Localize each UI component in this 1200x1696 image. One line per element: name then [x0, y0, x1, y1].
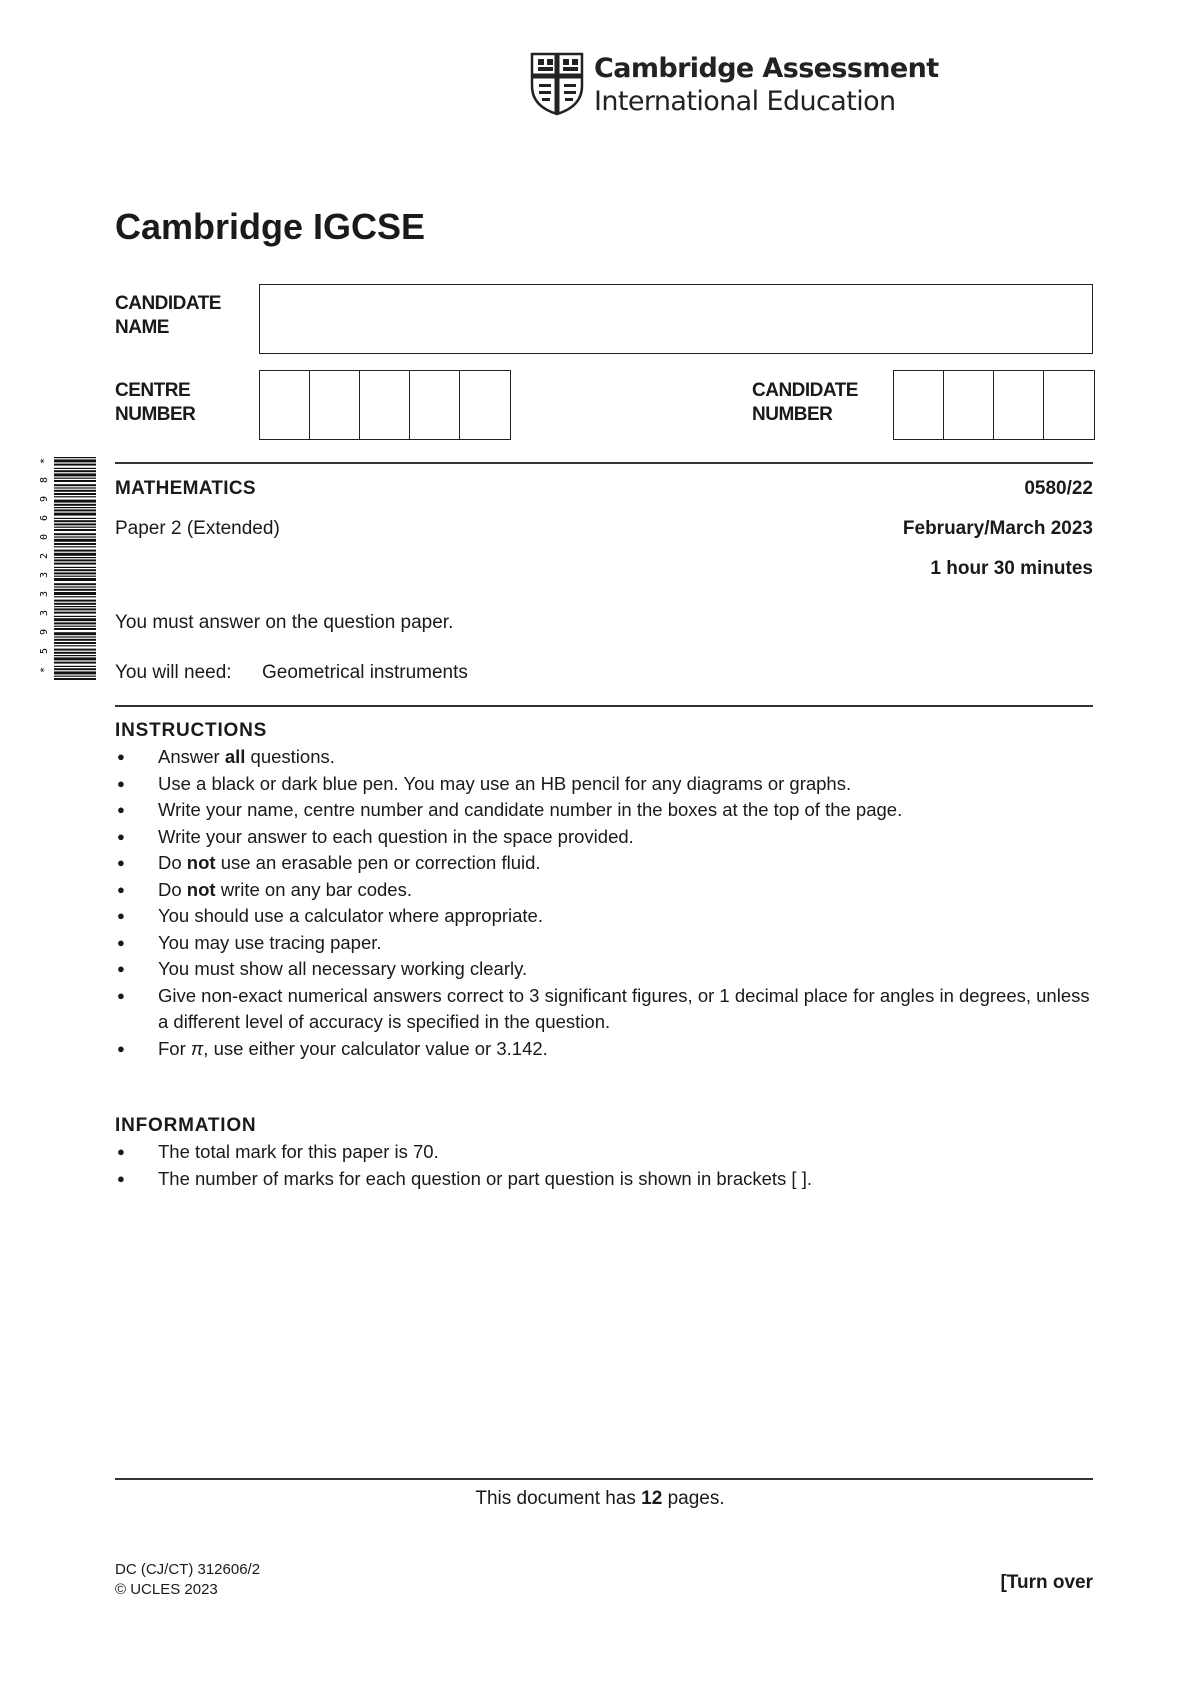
barcode-digit: 5: [39, 647, 50, 655]
information-title: INFORMATION: [115, 1115, 257, 1136]
information-item: ● The total mark for this paper is 70.: [115, 1139, 1095, 1166]
candidate-number-digit-box[interactable]: [994, 371, 1044, 439]
barcode-digit: 8: [39, 476, 50, 484]
information-item: ● The number of marks for each question or part question is shown in brackets [ ].: [115, 1166, 1095, 1193]
centre-number-digit-box[interactable]: [410, 371, 460, 439]
centre-number-field[interactable]: [259, 370, 511, 440]
candidate-number-label: [752, 379, 858, 427]
page-count-suffix: pages.: [662, 1488, 725, 1509]
answer-note: You must answer on the question paper.: [115, 612, 454, 633]
document-reference: DC (CJ/CT) 312606/2: [115, 1561, 261, 1578]
barcode-digit: *: [39, 457, 50, 465]
page-count-prefix: This document has: [475, 1488, 642, 1509]
divider-top: [115, 462, 1093, 464]
candidate-number-digit-box[interactable]: [894, 371, 944, 439]
barcode: [38, 455, 98, 685]
need-label: You will need:: [115, 662, 232, 683]
centre-number-label: [115, 379, 195, 427]
barcode-digit: *: [39, 666, 50, 674]
instruction-item: ● You should use a calculator where appropriate.: [115, 903, 1095, 930]
centre-number-digit-box[interactable]: [360, 371, 410, 439]
copyright: © UCLES 2023: [115, 1581, 218, 1598]
candidate-name-field[interactable]: [259, 284, 1093, 354]
centre-number-label-line1: CENTRE: [115, 380, 191, 401]
instruction-item: ● Answer all questions.: [115, 744, 1095, 771]
paper-code: 0580/22: [1024, 478, 1093, 499]
candidate-name-label-line2: NAME: [115, 317, 169, 338]
session: February/March 2023: [902, 518, 1093, 539]
centre-number-digit-box[interactable]: [260, 371, 310, 439]
qualification-title: Cambridge IGCSE: [115, 206, 426, 247]
org-name: [594, 52, 939, 118]
information-list: [115, 1139, 1095, 1192]
need-value: Geometrical instruments: [262, 662, 468, 683]
barcode-digit: 0: [39, 533, 50, 541]
candidate-name-label-line1: CANDIDATE: [115, 293, 221, 314]
instruction-item: ● Use a black or dark blue pen. You may use an HB pencil for any diagrams or graphs.: [115, 771, 1095, 798]
duration: 1 hour 30 minutes: [930, 558, 1093, 579]
org-name-line2: International Education: [594, 86, 896, 117]
turn-over-note: [Turn over: [1000, 1572, 1093, 1593]
cambridge-shield-icon: [530, 52, 584, 116]
divider-middle: [115, 705, 1093, 707]
paper-name: Paper 2 (Extended): [115, 518, 280, 539]
instructions-list: [115, 744, 1095, 1062]
instruction-item: ● For π, use either your calculator value or 3.142.: [115, 1036, 1095, 1063]
candidate-number-label-line2: NUMBER: [752, 404, 833, 425]
centre-number-label-line2: NUMBER: [115, 404, 196, 425]
barcode-digit: 3: [39, 590, 50, 598]
instruction-item: ● Do not use an erasable pen or correction fluid.: [115, 850, 1095, 877]
divider-footer: [115, 1478, 1093, 1480]
page-count-value: 12: [641, 1488, 663, 1509]
instruction-item: ● You must show all necessary working clearly.: [115, 956, 1095, 983]
instructions-title: INSTRUCTIONS: [115, 720, 268, 741]
candidate-number-label-line1: CANDIDATE: [752, 380, 858, 401]
barcode-digit: 2: [39, 552, 50, 560]
subject: MATHEMATICS: [115, 478, 256, 499]
candidate-number-field[interactable]: [893, 370, 1095, 440]
instruction-item: ● Give non-exact numerical answers correct to 3 significant figures, or 1 decimal place for angles in degrees, unless a different level of accuracy is specified in the question.: [115, 983, 1095, 1036]
instruction-item: ● You may use tracing paper.: [115, 930, 1095, 957]
instruction-item: ● Do not write on any bar codes.: [115, 877, 1095, 904]
barcode-digit: 3: [39, 609, 50, 617]
page-count-note: [0, 1488, 1200, 1510]
barcode-digit: 3: [39, 571, 50, 579]
centre-number-digit-box[interactable]: [310, 371, 360, 439]
centre-number-digit-box[interactable]: [460, 371, 510, 439]
barcode-digit: 9: [39, 495, 50, 503]
barcode-digit: 6: [39, 514, 50, 522]
candidate-name-label: [115, 292, 221, 340]
instruction-item: ● Write your name, centre number and candidate number in the boxes at the top of the page.: [115, 797, 1095, 824]
instruction-item: ● Write your answer to each question in the space provided.: [115, 824, 1095, 851]
candidate-number-digit-box[interactable]: [944, 371, 994, 439]
barcode-digit: 9: [39, 628, 50, 636]
candidate-number-digit-box[interactable]: [1044, 371, 1094, 439]
org-name-line1: Cambridge Assessment: [594, 53, 939, 84]
cambridge-logo: [530, 52, 939, 118]
